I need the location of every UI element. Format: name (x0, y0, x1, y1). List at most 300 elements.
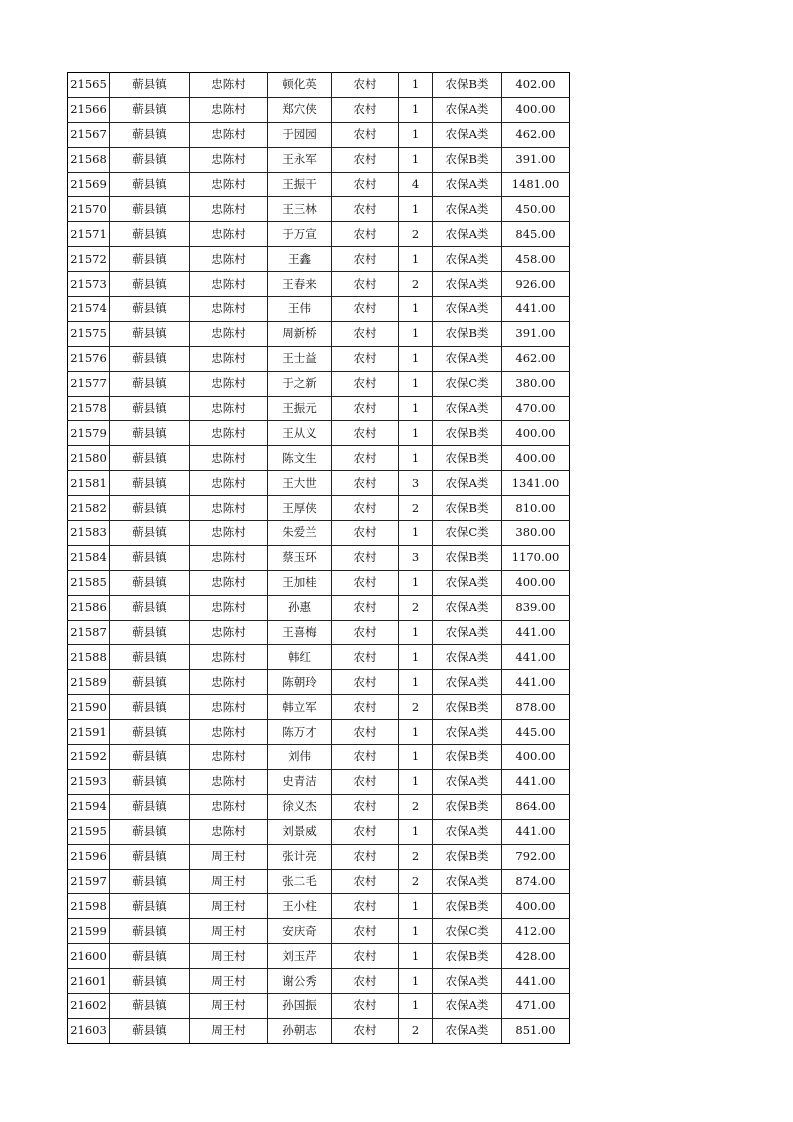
cell-record-id: 21576 (68, 346, 110, 371)
table-row (68, 297, 570, 322)
cell-insurance-category: 农保B类 (433, 545, 502, 570)
cell-village: 忠陈村 (190, 595, 268, 620)
table-row (68, 521, 570, 546)
cell-member-count: 1 (399, 645, 433, 670)
cell-household-type: 农村 (332, 1018, 399, 1043)
cell-person-name: 于园园 (268, 122, 332, 147)
cell-record-id: 21568 (68, 147, 110, 172)
cell-town: 蕲县镇 (110, 97, 190, 122)
cell-household-type: 农村 (332, 545, 399, 570)
cell-person-name: 张二毛 (268, 869, 332, 894)
table-row (68, 122, 570, 147)
cell-village: 忠陈村 (190, 272, 268, 297)
cell-household-type: 农村 (332, 172, 399, 197)
cell-town: 蕲县镇 (110, 993, 190, 1018)
cell-record-id: 21582 (68, 496, 110, 521)
cell-record-id: 21584 (68, 545, 110, 570)
cell-member-count: 2 (399, 695, 433, 720)
cell-village: 周王村 (190, 919, 268, 944)
cell-record-id: 21565 (68, 73, 110, 98)
cell-village: 忠陈村 (190, 97, 268, 122)
cell-household-type: 农村 (332, 794, 399, 819)
cell-member-count: 2 (399, 1018, 433, 1043)
cell-record-id: 21587 (68, 620, 110, 645)
cell-insurance-category: 农保A类 (433, 595, 502, 620)
cell-record-id: 21591 (68, 720, 110, 745)
cell-record-id: 21586 (68, 595, 110, 620)
cell-insurance-category: 农保A类 (433, 247, 502, 272)
cell-insurance-category: 农保A类 (433, 645, 502, 670)
table-row (68, 844, 570, 869)
cell-record-id: 21573 (68, 272, 110, 297)
cell-household-type: 农村 (332, 670, 399, 695)
cell-insurance-category: 农保A类 (433, 620, 502, 645)
cell-village: 忠陈村 (190, 222, 268, 247)
table-row (68, 595, 570, 620)
cell-village: 周王村 (190, 969, 268, 994)
cell-member-count: 1 (399, 247, 433, 272)
cell-person-name: 孙朝志 (268, 1018, 332, 1043)
cell-insurance-category: 农保A类 (433, 869, 502, 894)
cell-household-type: 农村 (332, 197, 399, 222)
cell-household-type: 农村 (332, 645, 399, 670)
cell-insurance-category: 农保A类 (433, 222, 502, 247)
cell-household-type: 农村 (332, 844, 399, 869)
table-row (68, 993, 570, 1018)
cell-amount: 839.00 (502, 595, 570, 620)
cell-village: 忠陈村 (190, 247, 268, 272)
cell-village: 忠陈村 (190, 471, 268, 496)
cell-household-type: 农村 (332, 745, 399, 770)
table-row (68, 346, 570, 371)
cell-amount: 851.00 (502, 1018, 570, 1043)
cell-town: 蕲县镇 (110, 172, 190, 197)
cell-town: 蕲县镇 (110, 446, 190, 471)
table-row (68, 371, 570, 396)
cell-person-name: 周新桥 (268, 321, 332, 346)
cell-amount: 412.00 (502, 919, 570, 944)
cell-village: 忠陈村 (190, 197, 268, 222)
cell-amount: 462.00 (502, 346, 570, 371)
cell-insurance-category: 农保A类 (433, 471, 502, 496)
cell-member-count: 2 (399, 496, 433, 521)
cell-village: 忠陈村 (190, 122, 268, 147)
cell-household-type: 农村 (332, 496, 399, 521)
cell-insurance-category: 农保B类 (433, 73, 502, 98)
cell-member-count: 2 (399, 222, 433, 247)
cell-member-count: 1 (399, 147, 433, 172)
table-row (68, 919, 570, 944)
cell-member-count: 1 (399, 122, 433, 147)
cell-household-type: 农村 (332, 272, 399, 297)
cell-village: 忠陈村 (190, 421, 268, 446)
cell-amount: 470.00 (502, 396, 570, 421)
table-row (68, 197, 570, 222)
table-row (68, 894, 570, 919)
cell-person-name: 孙国振 (268, 993, 332, 1018)
cell-insurance-category: 农保A类 (433, 720, 502, 745)
cell-person-name: 韩立军 (268, 695, 332, 720)
cell-amount: 1481.00 (502, 172, 570, 197)
cell-amount: 864.00 (502, 794, 570, 819)
cell-record-id: 21581 (68, 471, 110, 496)
cell-amount: 1170.00 (502, 545, 570, 570)
cell-town: 蕲县镇 (110, 346, 190, 371)
cell-person-name: 蔡玉环 (268, 545, 332, 570)
cell-person-name: 孙惠 (268, 595, 332, 620)
cell-village: 忠陈村 (190, 745, 268, 770)
table-row (68, 421, 570, 446)
cell-amount: 400.00 (502, 421, 570, 446)
cell-record-id: 21602 (68, 993, 110, 1018)
cell-member-count: 1 (399, 421, 433, 446)
cell-household-type: 农村 (332, 769, 399, 794)
cell-village: 忠陈村 (190, 321, 268, 346)
cell-village: 忠陈村 (190, 819, 268, 844)
cell-person-name: 陈文生 (268, 446, 332, 471)
table-row (68, 819, 570, 844)
cell-town: 蕲县镇 (110, 944, 190, 969)
cell-town: 蕲县镇 (110, 222, 190, 247)
cell-household-type: 农村 (332, 595, 399, 620)
cell-person-name: 王厚侠 (268, 496, 332, 521)
cell-person-name: 于万宣 (268, 222, 332, 247)
cell-amount: 792.00 (502, 844, 570, 869)
cell-amount: 391.00 (502, 321, 570, 346)
cell-record-id: 21583 (68, 521, 110, 546)
cell-amount: 391.00 (502, 147, 570, 172)
cell-household-type: 农村 (332, 97, 399, 122)
cell-member-count: 2 (399, 844, 433, 869)
cell-insurance-category: 农保A类 (433, 670, 502, 695)
table-row (68, 944, 570, 969)
cell-amount: 441.00 (502, 670, 570, 695)
cell-record-id: 21592 (68, 745, 110, 770)
cell-member-count: 1 (399, 894, 433, 919)
cell-village: 周王村 (190, 944, 268, 969)
cell-household-type: 农村 (332, 720, 399, 745)
table-row (68, 645, 570, 670)
cell-insurance-category: 农保B类 (433, 844, 502, 869)
table-row (68, 570, 570, 595)
cell-village: 忠陈村 (190, 620, 268, 645)
cell-member-count: 1 (399, 969, 433, 994)
cell-town: 蕲县镇 (110, 919, 190, 944)
cell-amount: 402.00 (502, 73, 570, 98)
cell-person-name: 王伟 (268, 297, 332, 322)
cell-member-count: 2 (399, 272, 433, 297)
cell-village: 周王村 (190, 1018, 268, 1043)
table-row (68, 545, 570, 570)
cell-amount: 441.00 (502, 819, 570, 844)
cell-person-name: 顿化英 (268, 73, 332, 98)
cell-village: 周王村 (190, 993, 268, 1018)
cell-member-count: 1 (399, 521, 433, 546)
cell-village: 忠陈村 (190, 446, 268, 471)
cell-insurance-category: 农保A类 (433, 197, 502, 222)
cell-insurance-category: 农保A类 (433, 1018, 502, 1043)
cell-insurance-category: 农保B类 (433, 944, 502, 969)
cell-town: 蕲县镇 (110, 496, 190, 521)
cell-amount: 441.00 (502, 645, 570, 670)
cell-member-count: 1 (399, 371, 433, 396)
cell-amount: 441.00 (502, 620, 570, 645)
cell-household-type: 农村 (332, 147, 399, 172)
table-row (68, 73, 570, 98)
cell-member-count: 2 (399, 794, 433, 819)
cell-town: 蕲县镇 (110, 371, 190, 396)
table-row (68, 321, 570, 346)
cell-person-name: 刘景威 (268, 819, 332, 844)
cell-person-name: 安庆奇 (268, 919, 332, 944)
cell-member-count: 1 (399, 73, 433, 98)
cell-record-id: 21575 (68, 321, 110, 346)
cell-insurance-category: 农保A类 (433, 346, 502, 371)
cell-record-id: 21566 (68, 97, 110, 122)
cell-village: 忠陈村 (190, 695, 268, 720)
cell-person-name: 王小柱 (268, 894, 332, 919)
cell-town: 蕲县镇 (110, 197, 190, 222)
cell-town: 蕲县镇 (110, 545, 190, 570)
cell-member-count: 1 (399, 745, 433, 770)
cell-village: 忠陈村 (190, 396, 268, 421)
cell-record-id: 21595 (68, 819, 110, 844)
cell-household-type: 农村 (332, 421, 399, 446)
cell-member-count: 1 (399, 396, 433, 421)
cell-person-name: 谢公秀 (268, 969, 332, 994)
cell-insurance-category: 农保A类 (433, 172, 502, 197)
cell-household-type: 农村 (332, 919, 399, 944)
cell-record-id: 21580 (68, 446, 110, 471)
cell-member-count: 2 (399, 869, 433, 894)
cell-village: 忠陈村 (190, 147, 268, 172)
cell-household-type: 农村 (332, 446, 399, 471)
cell-record-id: 21598 (68, 894, 110, 919)
cell-person-name: 王永军 (268, 147, 332, 172)
cell-village: 周王村 (190, 869, 268, 894)
table-row (68, 272, 570, 297)
cell-person-name: 王三林 (268, 197, 332, 222)
cell-insurance-category: 农保A类 (433, 570, 502, 595)
cell-record-id: 21569 (68, 172, 110, 197)
cell-town: 蕲县镇 (110, 720, 190, 745)
cell-household-type: 农村 (332, 993, 399, 1018)
cell-member-count: 3 (399, 471, 433, 496)
table-row (68, 1018, 570, 1043)
cell-insurance-category: 农保B类 (433, 496, 502, 521)
cell-amount: 445.00 (502, 720, 570, 745)
cell-amount: 441.00 (502, 297, 570, 322)
cell-insurance-category: 农保A类 (433, 819, 502, 844)
cell-household-type: 农村 (332, 620, 399, 645)
table-row (68, 496, 570, 521)
cell-village: 忠陈村 (190, 570, 268, 595)
cell-member-count: 1 (399, 570, 433, 595)
cell-village: 忠陈村 (190, 73, 268, 98)
cell-village: 忠陈村 (190, 371, 268, 396)
cell-insurance-category: 农保A类 (433, 297, 502, 322)
cell-record-id: 21594 (68, 794, 110, 819)
cell-insurance-category: 农保A类 (433, 769, 502, 794)
cell-household-type: 农村 (332, 371, 399, 396)
table-row (68, 769, 570, 794)
cell-member-count: 1 (399, 297, 433, 322)
cell-household-type: 农村 (332, 346, 399, 371)
cell-record-id: 21600 (68, 944, 110, 969)
cell-household-type: 农村 (332, 321, 399, 346)
cell-member-count: 4 (399, 172, 433, 197)
cell-insurance-category: 农保C类 (433, 521, 502, 546)
cell-member-count: 1 (399, 321, 433, 346)
cell-person-name: 王鑫 (268, 247, 332, 272)
cell-member-count: 1 (399, 993, 433, 1018)
cell-record-id: 21597 (68, 869, 110, 894)
cell-town: 蕲县镇 (110, 620, 190, 645)
cell-insurance-category: 农保B类 (433, 894, 502, 919)
cell-town: 蕲县镇 (110, 122, 190, 147)
cell-record-id: 21571 (68, 222, 110, 247)
cell-member-count: 1 (399, 620, 433, 645)
cell-record-id: 21570 (68, 197, 110, 222)
cell-record-id: 21567 (68, 122, 110, 147)
cell-village: 忠陈村 (190, 769, 268, 794)
cell-amount: 380.00 (502, 371, 570, 396)
cell-insurance-category: 农保B类 (433, 421, 502, 446)
cell-village: 忠陈村 (190, 545, 268, 570)
cell-village: 忠陈村 (190, 720, 268, 745)
cell-person-name: 王从义 (268, 421, 332, 446)
cell-town: 蕲县镇 (110, 73, 190, 98)
cell-insurance-category: 农保B类 (433, 446, 502, 471)
cell-town: 蕲县镇 (110, 321, 190, 346)
cell-town: 蕲县镇 (110, 745, 190, 770)
cell-insurance-category: 农保B类 (433, 695, 502, 720)
cell-household-type: 农村 (332, 521, 399, 546)
cell-village: 忠陈村 (190, 670, 268, 695)
cell-record-id: 21578 (68, 396, 110, 421)
cell-record-id: 21574 (68, 297, 110, 322)
cell-village: 忠陈村 (190, 794, 268, 819)
cell-amount: 810.00 (502, 496, 570, 521)
cell-person-name: 王振元 (268, 396, 332, 421)
cell-town: 蕲县镇 (110, 894, 190, 919)
cell-insurance-category: 农保B类 (433, 794, 502, 819)
cell-amount: 878.00 (502, 695, 570, 720)
cell-amount: 845.00 (502, 222, 570, 247)
cell-amount: 400.00 (502, 446, 570, 471)
cell-town: 蕲县镇 (110, 819, 190, 844)
table-row (68, 446, 570, 471)
cell-person-name: 王振干 (268, 172, 332, 197)
cell-person-name: 于之新 (268, 371, 332, 396)
table-row (68, 869, 570, 894)
table-row (68, 969, 570, 994)
cell-person-name: 徐义杰 (268, 794, 332, 819)
table-row (68, 695, 570, 720)
cell-person-name: 郑穴侠 (268, 97, 332, 122)
cell-town: 蕲县镇 (110, 247, 190, 272)
cell-village: 忠陈村 (190, 645, 268, 670)
cell-record-id: 21596 (68, 844, 110, 869)
cell-household-type: 农村 (332, 869, 399, 894)
cell-town: 蕲县镇 (110, 769, 190, 794)
table-body (68, 73, 570, 1044)
cell-person-name: 王春来 (268, 272, 332, 297)
cell-member-count: 1 (399, 919, 433, 944)
cell-village: 忠陈村 (190, 172, 268, 197)
table-row (68, 147, 570, 172)
table-row (68, 247, 570, 272)
cell-town: 蕲县镇 (110, 645, 190, 670)
cell-amount: 1341.00 (502, 471, 570, 496)
cell-member-count: 2 (399, 595, 433, 620)
cell-person-name: 史青洁 (268, 769, 332, 794)
cell-person-name: 王士益 (268, 346, 332, 371)
cell-household-type: 农村 (332, 122, 399, 147)
table-row (68, 670, 570, 695)
cell-town: 蕲县镇 (110, 794, 190, 819)
cell-village: 忠陈村 (190, 496, 268, 521)
cell-village: 周王村 (190, 894, 268, 919)
cell-household-type: 农村 (332, 471, 399, 496)
table-row (68, 720, 570, 745)
cell-household-type: 农村 (332, 222, 399, 247)
cell-insurance-category: 农保A类 (433, 122, 502, 147)
cell-member-count: 1 (399, 446, 433, 471)
cell-town: 蕲县镇 (110, 670, 190, 695)
table-row (68, 745, 570, 770)
table-row (68, 97, 570, 122)
cell-town: 蕲县镇 (110, 471, 190, 496)
cell-insurance-category: 农保C类 (433, 371, 502, 396)
table-row (68, 222, 570, 247)
cell-amount: 450.00 (502, 197, 570, 222)
cell-household-type: 农村 (332, 695, 399, 720)
cell-insurance-category: 农保B类 (433, 321, 502, 346)
cell-town: 蕲县镇 (110, 1018, 190, 1043)
cell-town: 蕲县镇 (110, 570, 190, 595)
cell-amount: 874.00 (502, 869, 570, 894)
cell-person-name: 韩红 (268, 645, 332, 670)
cell-household-type: 农村 (332, 396, 399, 421)
cell-record-id: 21603 (68, 1018, 110, 1043)
cell-person-name: 刘伟 (268, 745, 332, 770)
cell-amount: 400.00 (502, 745, 570, 770)
cell-household-type: 农村 (332, 297, 399, 322)
cell-person-name: 王大世 (268, 471, 332, 496)
cell-member-count: 1 (399, 769, 433, 794)
cell-household-type: 农村 (332, 819, 399, 844)
cell-insurance-category: 农保A类 (433, 272, 502, 297)
cell-person-name: 王喜梅 (268, 620, 332, 645)
cell-person-name: 朱爱兰 (268, 521, 332, 546)
cell-record-id: 21585 (68, 570, 110, 595)
cell-household-type: 农村 (332, 894, 399, 919)
cell-amount: 462.00 (502, 122, 570, 147)
cell-person-name: 王加桂 (268, 570, 332, 595)
cell-member-count: 1 (399, 720, 433, 745)
cell-household-type: 农村 (332, 944, 399, 969)
table-row (68, 172, 570, 197)
cell-town: 蕲县镇 (110, 695, 190, 720)
cell-household-type: 农村 (332, 969, 399, 994)
cell-household-type: 农村 (332, 247, 399, 272)
cell-town: 蕲县镇 (110, 396, 190, 421)
cell-insurance-category: 农保A类 (433, 993, 502, 1018)
cell-insurance-category: 农保A类 (433, 969, 502, 994)
cell-record-id: 21579 (68, 421, 110, 446)
cell-insurance-category: 农保B类 (433, 745, 502, 770)
